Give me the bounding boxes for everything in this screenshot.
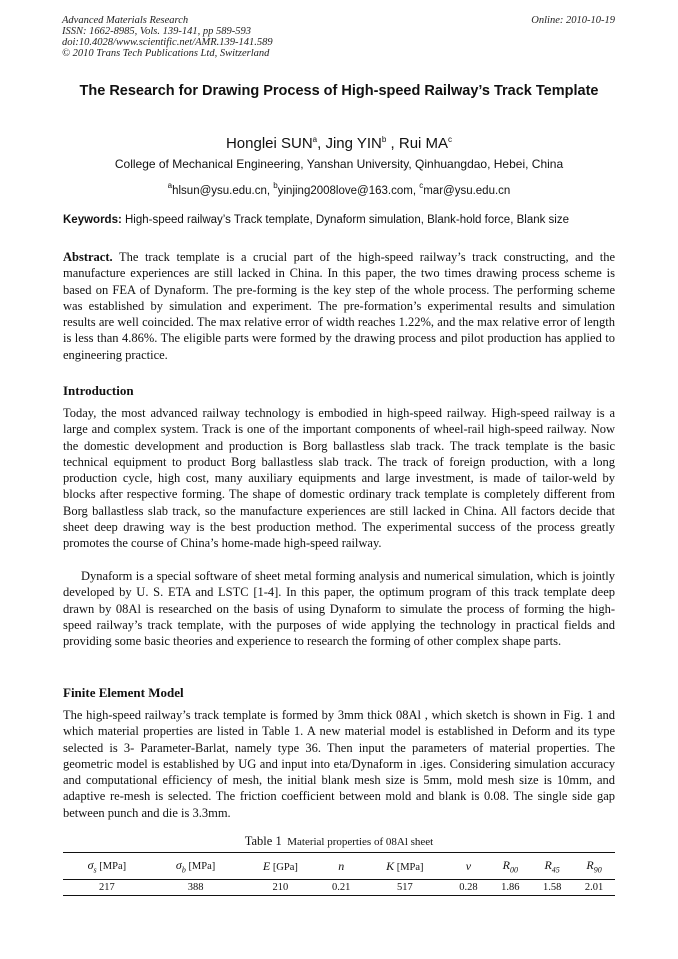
email-address[interactable]: hlsun@ysu.edu.cn [172, 185, 267, 197]
abstract-label: Abstract. [63, 250, 113, 264]
author-name: Jing YIN [325, 135, 382, 152]
table-cell: 1.58 [542, 882, 562, 893]
email-address[interactable]: mar@ysu.edu.cn [423, 185, 511, 197]
material-properties-table [63, 852, 615, 896]
email-mark: a [167, 181, 173, 190]
col-header: $\sigma_s$ [MPa] [87, 857, 127, 875]
table-caption-text: Material properties of 08Al sheet [287, 836, 434, 848]
col-header: K [MPa] [386, 858, 424, 873]
section-heading-fem: Finite Element Model [63, 685, 184, 700]
table-cell: 2.01 [584, 882, 604, 893]
journal-header [62, 15, 273, 59]
table-header-row [63, 853, 615, 880]
author-name: Honglei SUN [225, 135, 313, 152]
author-list: Honglei SUN$^a$, Jing YIN$^b$ , Rui $MA^c$ [225, 135, 453, 152]
journal-copyright: © 2010 Trans Tech Publications Ltd, Switzerland [62, 48, 270, 59]
section-heading-introduction: Introduction [63, 383, 134, 398]
affiliation: College of Mechanical Engineering, Yanshan University, Qinhuangdao, Hebei, China [114, 157, 564, 171]
journal-name: Advanced Materials Research [62, 15, 189, 26]
table-cell: 0.28 [459, 882, 478, 893]
abstract [63, 249, 615, 363]
table-cell: 517 [396, 882, 413, 893]
author-mark: c [448, 135, 453, 144]
table-cell: 210 [272, 882, 289, 893]
author-mark: a [312, 135, 318, 144]
col-header: n [338, 858, 345, 873]
col-header: $\sigma_b$ [MPa] [175, 857, 216, 875]
table-caption [63, 834, 615, 849]
intro-paragraph: Dynaform is a special software of sheet metal forming analysis and numerical simulation, which is jointly developed by U. S. ETA and LSTC [1-4]. In this paper, the optimum program of this track template deep drawn by 08Al is researched on the basis of using Dynaform to simulate the process of forming the high-speed railway’s track template, with the purposes of wide applying the technology in practical fields and providing some basic theories and experience to research the forming of other complex shape parts. [63, 569, 615, 649]
table-cell: 1.86 [501, 882, 520, 893]
fem-paragraph: The high-speed railway’s track template is formed by 3mm thick 08Al , which sketch is shown in Fig. 1 and which material properties are listed in Table 1. A new material model is established in Deform and its type selected is 3- Parameter-Barlat, namely type 36. Then input the parameters of material properties. The geometric model is established by UG and input into eta/Dynaform in .iges. Considering simulation accuracy and computational efficiency of mesh, the initial blank mesh size is 5mm, mold mesh size is 10mm, and adaptive re-mesh is selected. The friction coefficient between mold and blank is 0.08. The single side gap between punch and die is 3.3mm. [63, 708, 615, 820]
table-cell: 388 [187, 882, 204, 893]
keywords-label: Keywords: [63, 214, 122, 226]
email-mark: c [419, 181, 424, 190]
table-number: Table 1 [244, 834, 282, 848]
online-date: Online: 2010-10-19 [531, 15, 615, 26]
col-header: ν [465, 858, 472, 873]
table-cell: 217 [98, 882, 115, 893]
col-header: $R_{00}$ [502, 857, 518, 875]
email-list: $^a$hlsun@ysu.edu.cn, $^b$yinjing2008love@163.com, $^c$mar@ysu.edu.cn [167, 181, 511, 197]
journal-doi[interactable]: doi:10.4028/www.scientific.net/AMR.139-141.589 [62, 37, 273, 48]
author-mark: b [381, 135, 387, 144]
keywords-text: High-speed railway’s Track template, Dynaform simulation, Blank-hold force, Blank size [125, 214, 570, 226]
abstract-text: The track template is a crucial part of the high-speed railway’s track constructing, and the manufacture experiences are still lacked in China. In this paper, the two times drawing process scheme is based on FEA of Dynaform. The pre-forming is the key step of the whole process. The performing scheme was established by simulation and experiment. The pre-formation’s experimental results and simulation results are well coincided. The max relative error of width reaches 1.22%, and the max relative error of length is less than 4.86%. The eligible parts were formed by the drawing process and pilot production has applied to engineering practice. [63, 250, 615, 362]
col-header: $R_{45}$ [544, 857, 560, 875]
email-address[interactable]: yinjing2008love@163.com [277, 185, 413, 197]
col-header: E [GPa] [262, 858, 298, 873]
table-cell: 0.21 [332, 882, 351, 893]
table-row [63, 880, 615, 896]
journal-issn: ISSN: 1662-8985, Vols. 139-141, pp 589-593 [62, 26, 251, 37]
keywords-line [63, 213, 617, 228]
author-name: Rui MA [398, 135, 449, 152]
intro-paragraph: Today, the most advanced railway technology is embodied in high-speed railway. High-speed railway is a large and complex system. Track is one of the important components of wheel-rail high-speed railway. Now the domestic development and production is Borg ballastless slab track. The track template is the basic technical equipment to product Borg ballastless slab track. The track of foreign production, with a long production cycle, high cost, many auxiliary equipments and large investment, is made of tailor-weld by blocks after respective forming. The shape of domestic ordinary track template is completely different from Borg ballastless slab track, so the manufacture experiences are still lacked in China. All factors decide that sheet deep drawing way is the best production method. The experimental success of the process greatly promotes the course of China’s home-made high-speed railway. [63, 406, 615, 551]
col-header: $R_{90}$ [586, 857, 602, 875]
paper-title: The Research for Drawing Process of High-speed Railway’s Track Template [79, 83, 599, 99]
email-mark: b [273, 181, 278, 190]
